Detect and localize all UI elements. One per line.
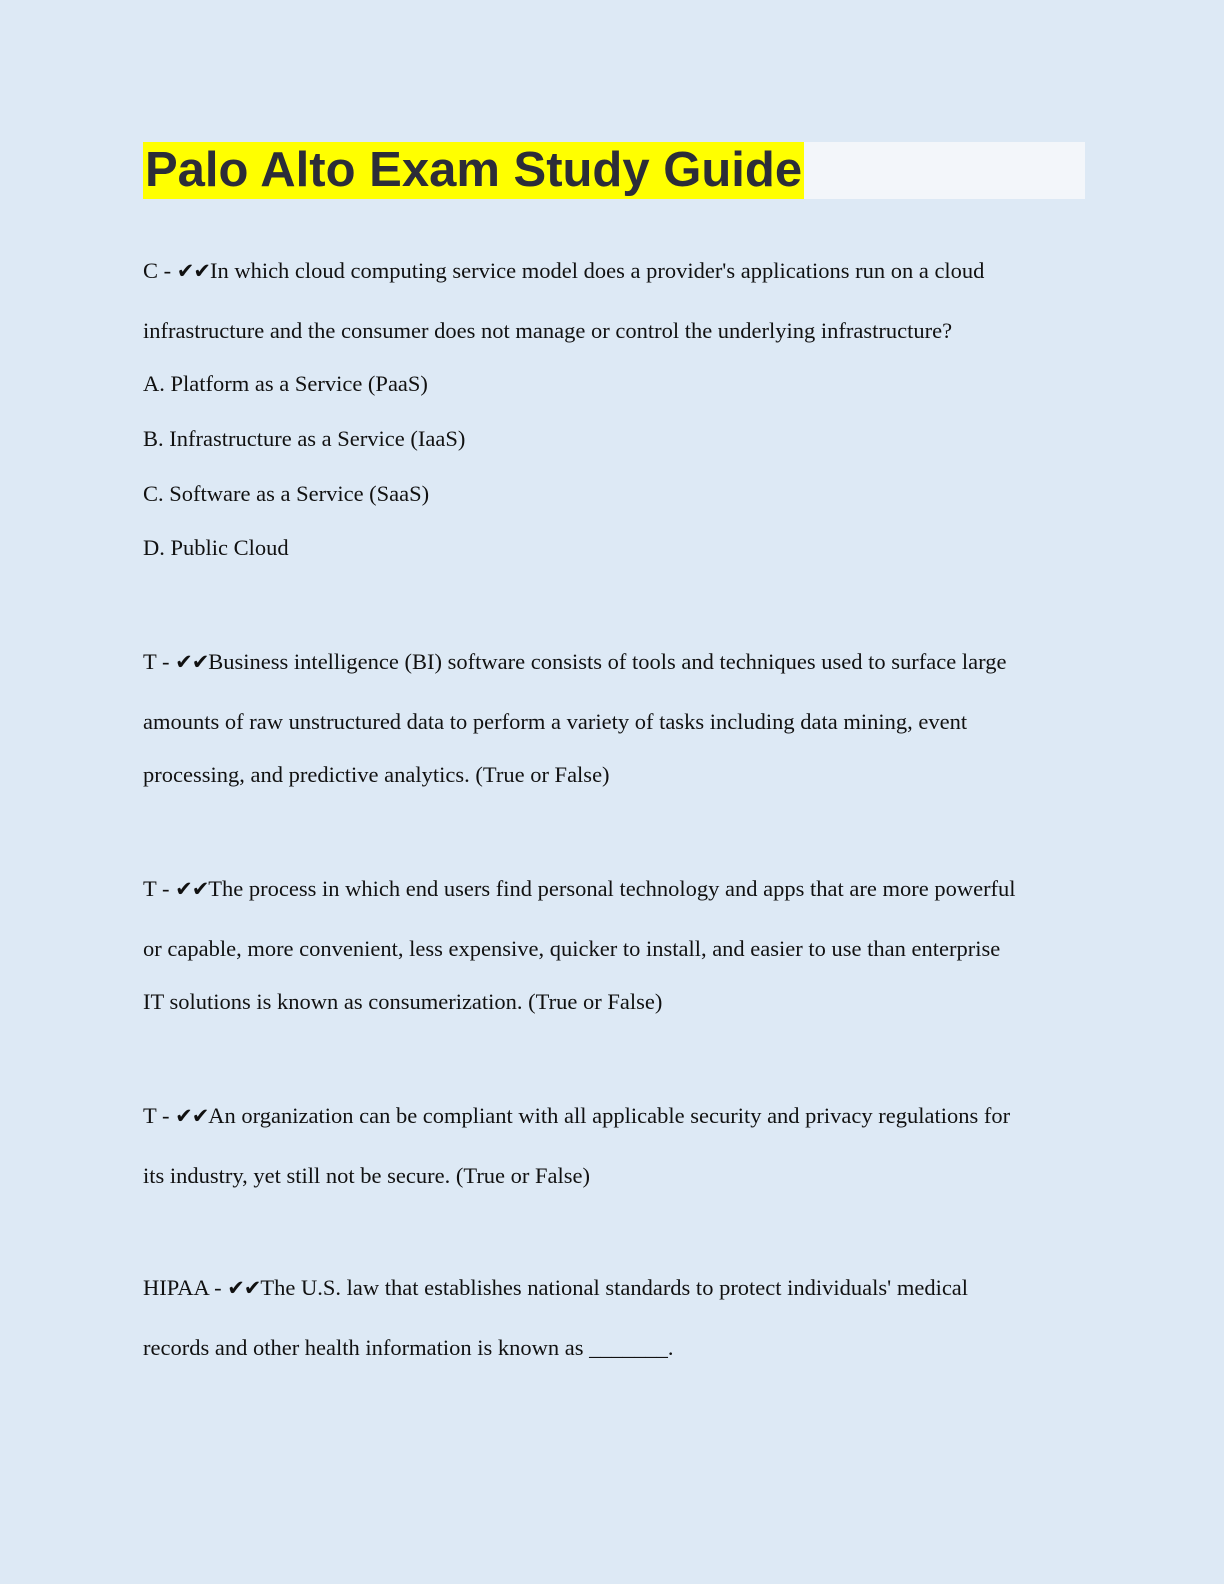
check-icon: ✔✔ (176, 259, 210, 283)
question-1-line-2: infrastructure and the consumer does not manage or control the underlying infrastructure? (143, 318, 953, 343)
question-text: The process in which end users find personal technology and apps that are more powerful (208, 876, 1016, 901)
check-icon: ✔✔ (175, 877, 209, 901)
check-icon: ✔✔ (175, 1104, 209, 1128)
answer-prefix: T - (143, 876, 176, 901)
question-text: In which cloud computing service model does a provider's applications run on a cloud (209, 258, 985, 283)
question-2-line-1 (143, 632, 1083, 692)
question-5 (143, 1258, 1083, 1377)
question-3 (143, 859, 1083, 978)
question-3-line-1 (143, 859, 1083, 919)
question-4-line-1 (143, 1086, 1083, 1146)
option-d: D. Public Cloud (143, 535, 289, 560)
question-2-line-2: amounts of raw unstructured data to perform a variety of tasks including data mining, event (143, 709, 968, 734)
question-5-line-1 (143, 1258, 1083, 1318)
question-3-line-3: IT solutions is known as consumerization. (True or False) (143, 989, 663, 1014)
question-text: The U.S. law that establishes national standards to protect individuals' medical (260, 1275, 969, 1300)
question-text: An organization can be compliant with all applicable security and privacy regulations for (208, 1103, 1011, 1128)
question-2-line-3: processing, and predictive analytics. (True or False) (143, 762, 610, 787)
question-3-line-2: or capable, more convenient, less expensive, quicker to install, and easier to use than enterprise (143, 936, 1001, 961)
question-4-line-2: its industry, yet still not be secure. (True or False) (143, 1163, 591, 1188)
answer-prefix: T - (143, 1103, 176, 1128)
question-5-line-2: records and other health information is known as _______. (143, 1335, 674, 1360)
check-icon: ✔✔ (227, 1276, 261, 1300)
answer-prefix: T - (143, 649, 176, 674)
question-text: Business intelligence (BI) software consists of tools and techniques used to surface large (208, 649, 1007, 674)
check-icon: ✔✔ (175, 650, 209, 674)
answer-prefix: C - (143, 258, 177, 283)
question-1 (143, 241, 1083, 360)
question-2 (143, 632, 1083, 751)
question-4 (143, 1086, 1083, 1205)
answer-prefix: HIPAA - (143, 1275, 228, 1300)
question-1-line-1 (143, 241, 1083, 301)
option-c: C. Software as a Service (SaaS) (143, 481, 430, 506)
page-title: Palo Alto Exam Study Guide (145, 143, 803, 197)
option-b: B. Infrastructure as a Service (IaaS) (143, 426, 466, 451)
option-a: A. Platform as a Service (PaaS) (143, 371, 428, 396)
